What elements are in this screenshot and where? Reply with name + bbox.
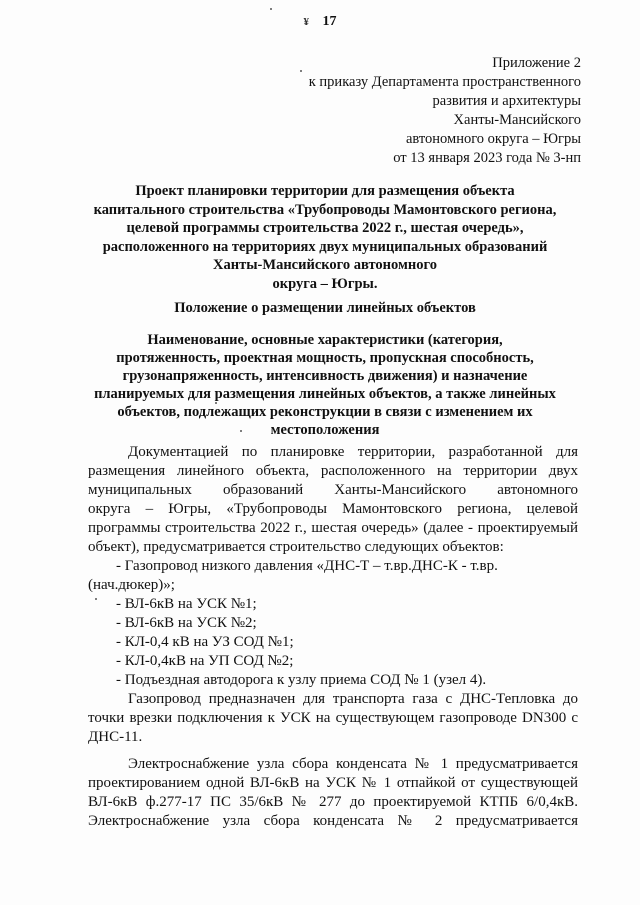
subsection-heading (60, 331, 590, 439)
paragraph-line: муниципальных образований Ханты-Мансийского автономного (88, 482, 578, 498)
appendix-line: Приложение 2 (492, 55, 581, 71)
subheading-line: протяженность, проектная мощность, пропускная способность, (116, 350, 534, 366)
paragraph-line: программы строительства 2022 г., шестая очередь» (далее - проектируемый (88, 520, 578, 536)
title-line: расположенного на территориях двух муниципальных образований (102, 238, 548, 255)
list-item: - ВЛ-6кВ на УСК №1; (116, 596, 257, 612)
list-item: - КЛ-0,4кВ на УП СОД №2; (116, 653, 294, 669)
paragraph-line: проектированием одной ВЛ-6кВ на УСК № 1 отпайкой от существующей (88, 775, 578, 791)
appendix-line: развития и архитектуры (432, 93, 581, 109)
appendix-line: от 13 января 2023 года № 3-нп (393, 150, 581, 166)
title-line: целевой программы строительства 2022 г., шестая очередь», (126, 220, 524, 236)
scan-speck (270, 8, 272, 10)
scan-speck (300, 70, 302, 72)
appendix-line: автономного округа – Югры (405, 131, 581, 147)
subheading-line: объектов, подлежащих реконструкции в связи с изменением их (117, 404, 533, 420)
list-item: - Подъездная автодорога к узлу приема СОД № 1 (узел 4). (116, 672, 487, 688)
paragraph-line: ДНС-11. (88, 729, 143, 745)
list-item: - Газопровод низкого давления «ДНС-Т – т.вр.ДНС-К - т.вр. (116, 558, 498, 574)
title-line: Ханты-Мансийского автономного (213, 257, 437, 273)
paragraph-line: Документацией по планировке территории, разработанной для (128, 444, 578, 460)
title-line: округа – Югры. (272, 275, 378, 292)
paragraph-line: точки врезки подключения к УСК на существующем газопроводе DN300 с (88, 710, 578, 726)
paragraph-line: Газопровод предназначен для транспорта газа с ДНС-Тепловка до (128, 691, 578, 707)
page-number-header (0, 14, 640, 30)
list-item: - КЛ-0,4 кВ на УЗ СОД №1; (116, 634, 294, 650)
scan-speck (215, 402, 217, 404)
paragraph-line: размещения линейного объекта, расположенного на территории двух (88, 463, 578, 479)
body-text (88, 443, 578, 831)
paragraph-line: округа – Югры, «Трубопроводы Мамонтовского региона, целевой (88, 501, 578, 517)
appendix-line: Ханты-Мансийского (453, 112, 581, 128)
list-item: - ВЛ-6кВ на УСК №2; (116, 615, 257, 631)
paragraph-gap (88, 747, 578, 755)
subheading-line: планируемых для размещения линейных объектов, а также линейных (94, 386, 556, 402)
paragraph-line: ВЛ-6кВ ф.277-17 ПС 35/6кВ № 277 до проектируемой КТПБ 6/0,4кВ. (88, 794, 578, 810)
subheading-line: грузонапряженность, интенсивность движения) и назначение (122, 368, 528, 384)
paragraph-line: Электроснабжение узла сбора конденсата № 1 предусматривается (128, 756, 578, 772)
appendix-line: к приказу Департамента пространственного (308, 74, 581, 90)
paragraph-line: объект), предусматривается строительство следующих объектов: (88, 539, 504, 555)
scan-speck (95, 598, 97, 600)
page-number: 17 (322, 14, 337, 29)
subheading-line: местоположения (270, 422, 380, 438)
scan-speck (240, 430, 242, 432)
title-line: капитального строительства «Трубопроводы Мамонтовского региона, (93, 201, 557, 218)
page-mark: ¥ (303, 16, 309, 28)
paragraph-line: Электроснабжение узла сбора конденсата № 2 предусматривается (88, 813, 578, 829)
document-title (60, 182, 590, 293)
section-heading: Положение о размещении линейных объектов (174, 300, 476, 316)
title-line: Проект планировки территории для размещения объекта (135, 183, 515, 199)
list-item-continuation: (нач.дюкер)»; (88, 577, 175, 593)
subheading-line: Наименование, основные характеристики (категория, (147, 332, 503, 348)
